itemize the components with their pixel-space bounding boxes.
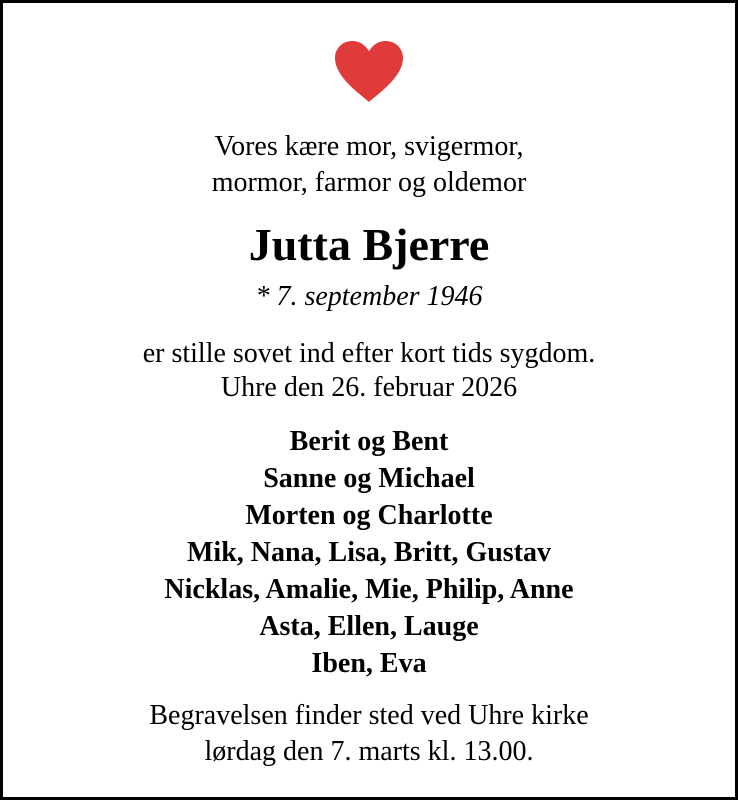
birth-date: * 7. september 1946 bbox=[255, 281, 483, 312]
family-line-7: Iben, Eva bbox=[311, 648, 427, 679]
deceased-name: Jutta Bjerre bbox=[248, 219, 490, 270]
death-line-2: Uhre den 26. februar 2026 bbox=[220, 372, 518, 403]
funeral-line-1: Begravelsen finder sted ved Uhre kirke bbox=[149, 700, 589, 731]
family-line-6: Asta, Ellen, Lauge bbox=[259, 611, 479, 642]
family-line-2: Sanne og Michael bbox=[263, 463, 475, 494]
family-line-5: Nicklas, Amalie, Mie, Philip, Anne bbox=[164, 574, 574, 605]
funeral-line-2: lørdag den 7. marts kl. 13.00. bbox=[204, 736, 534, 767]
family-line-1: Berit og Bent bbox=[289, 426, 449, 457]
heart-icon bbox=[333, 40, 405, 104]
family-line-3: Morten og Charlotte bbox=[245, 500, 493, 531]
intro-line-2: mormor, farmor og oldemor bbox=[211, 167, 527, 198]
family-line-4: Mik, Nana, Lisa, Britt, Gustav bbox=[186, 537, 552, 568]
death-line-1: er stille sovet ind efter kort tids sygdom. bbox=[142, 338, 596, 369]
intro-line-1: Vores kære mor, svigermor, bbox=[214, 131, 524, 162]
